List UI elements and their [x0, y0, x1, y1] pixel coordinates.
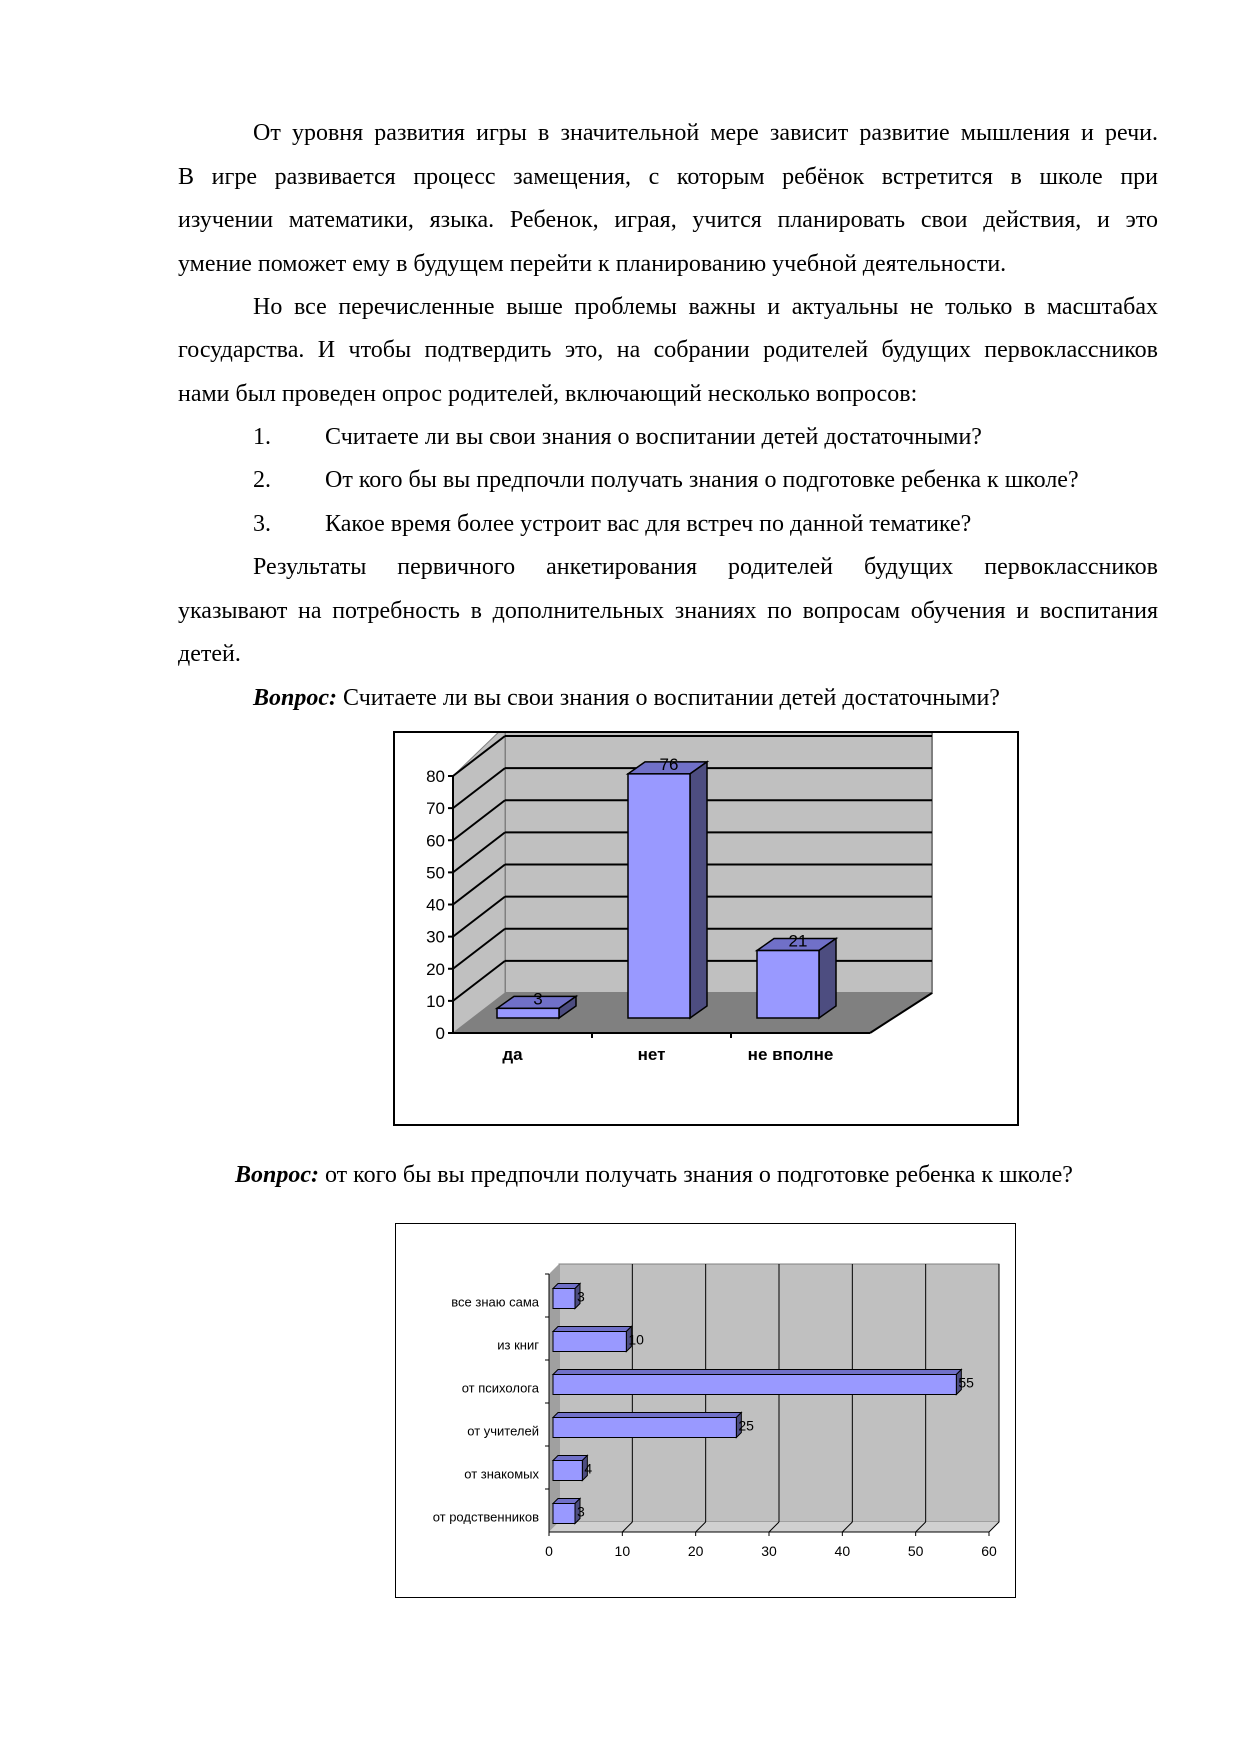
x-tick-label: 10: [614, 1543, 631, 1559]
side-wall: [453, 733, 505, 1033]
y-tick-label: 60: [426, 831, 445, 851]
bar: [553, 1504, 575, 1524]
x-tick-label: 50: [907, 1543, 924, 1559]
question-text: Считаете ли вы свои знания о воспитании детей достаточными?: [325, 424, 982, 450]
y-tick-label: из книг: [497, 1337, 539, 1353]
y-tick-label: 10: [426, 991, 445, 1011]
caption-text: Считаете ли вы свои знания о воспитании детей достаточными?: [343, 685, 1000, 711]
x-tick-label: 40: [834, 1543, 851, 1559]
question-number: 1.: [253, 424, 271, 450]
bar-side: [819, 939, 836, 1018]
text-line: Но все перечисленные выше проблемы важны и актуальны не только в масштабах: [253, 294, 1158, 320]
x-tick-label: не вполне: [747, 1045, 834, 1064]
data-label: 25: [738, 1417, 754, 1434]
y-tick-label: 30: [426, 927, 445, 947]
y-tick-label: 20: [426, 959, 445, 979]
y-tick-label: 40: [426, 895, 445, 915]
x-tick-label: 60: [981, 1543, 997, 1559]
y-tick-label: 80: [426, 767, 445, 786]
y-tick-label: от психолога: [461, 1380, 539, 1396]
x-tick-label: да: [502, 1045, 523, 1064]
question-label: Вопрос:: [235, 1162, 319, 1188]
y-tick-label: все знаю сама: [451, 1294, 539, 1310]
text-line: государства. И чтобы подтвердить это, на собрании родителей будущих первоклассников: [178, 337, 1158, 363]
bar: [553, 1375, 956, 1395]
text-line: Результаты первичного анкетирования родителей будущих первоклассников: [253, 554, 1158, 580]
bar: [553, 1461, 582, 1481]
question-label: Вопрос:: [253, 685, 337, 711]
text-line: нами был проведен опрос родителей, включающий несколько вопросов:: [178, 381, 918, 407]
y-tick-label: 50: [426, 863, 445, 883]
bar-side: [690, 762, 707, 1018]
data-label: 21: [788, 931, 808, 951]
bar: [553, 1418, 736, 1438]
caption-text: от кого бы вы предпочли получать знания о подготовке ребенка к школе?: [325, 1162, 1073, 1188]
data-label: 3: [577, 1288, 585, 1305]
chart2-frame: [395, 1223, 1016, 1598]
bar: [553, 1289, 575, 1309]
bar: [757, 951, 819, 1018]
y-tick-label: от родственников: [432, 1509, 539, 1525]
data-label: 3: [577, 1503, 585, 1520]
text-line: изучении математики, языка. Ребенок, играя, учится планировать свои действия, и это: [178, 207, 1158, 233]
x-tick-label: 0: [545, 1543, 553, 1559]
chart1-caption: [253, 683, 1000, 713]
data-label: 3: [533, 989, 543, 1009]
question-number: 3.: [253, 511, 271, 537]
bar: [497, 1008, 559, 1018]
bar: [628, 774, 690, 1018]
question-text: От кого бы вы предпочли получать знания о подготовке ребенка к школе?: [325, 467, 1079, 493]
y-tick-label: от учителей: [467, 1423, 539, 1439]
data-label: 10: [628, 1331, 644, 1348]
x-tick-label: нет: [637, 1045, 666, 1064]
text-line: детей.: [178, 641, 241, 667]
question-text: Какое время более устроит вас для встреч по данной тематике?: [325, 511, 972, 537]
chart2-caption: [235, 1160, 1073, 1190]
text-line: умение поможет ему в будущем перейти к планированию учебной деятельности.: [178, 251, 1007, 277]
chart1-svg: [395, 733, 1017, 1124]
text-line: От уровня развития игры в значительной мере зависит развитие мышления и речи.: [253, 120, 1158, 146]
text-line: В игре развивается процесс замещения, с которым ребёнок встретится в школе при: [178, 164, 1158, 190]
data-label: 76: [659, 754, 679, 774]
data-label: 55: [958, 1374, 974, 1391]
chart1-frame: [393, 731, 1019, 1126]
data-label: 4: [584, 1460, 593, 1477]
bar: [553, 1332, 626, 1352]
bar-top: [553, 1456, 587, 1461]
y-tick-label: от знакомых: [464, 1466, 539, 1482]
x-tick-label: 30: [761, 1543, 777, 1559]
chart2-svg: [396, 1224, 1015, 1597]
question-number: 2.: [253, 467, 271, 493]
x-tick-label: 20: [687, 1543, 704, 1559]
y-tick-label: 0: [435, 1024, 445, 1043]
y-tick-label: 70: [426, 799, 445, 819]
bar-top: [553, 1327, 631, 1332]
bar-top: [553, 1370, 961, 1375]
bar-top: [553, 1413, 741, 1418]
back-wall: [505, 733, 932, 993]
text-line: указывают на потребность в дополнительных знаниях по вопросам обучения и воспитания: [178, 598, 1158, 624]
